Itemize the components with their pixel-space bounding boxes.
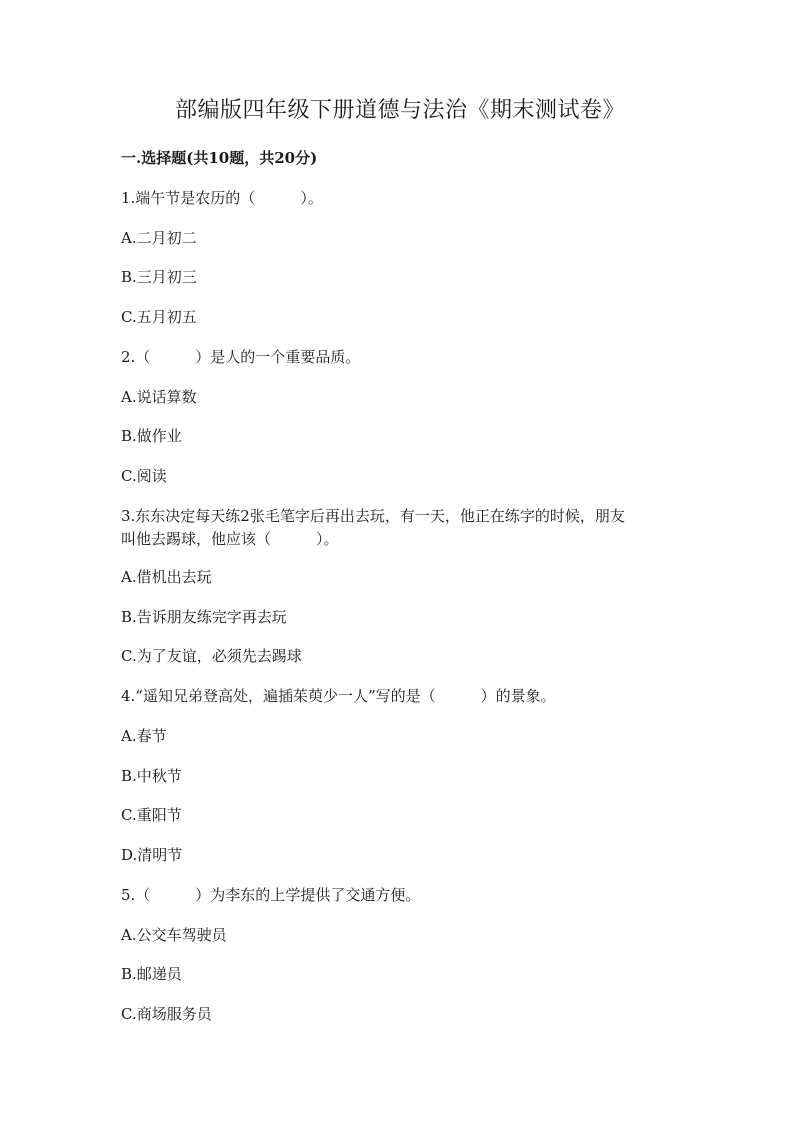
question-2-option-b: B.做作业 [121, 427, 182, 445]
question-3-option-a: A.借机出去玩 [121, 568, 212, 586]
question-5-option-b: B.邮递员 [121, 965, 182, 983]
question-2-option-c: C.阅读 [121, 467, 167, 485]
question-3-option-c: C.为了友谊，必须先去踢球 [121, 647, 302, 665]
question-3-stem-line-1: 3.东东决定每天练2张毛笔字后再出去玩，有一天，他正在练字的时候，朋友 [121, 507, 625, 525]
question-2-stem: 2.（ ）是人的一个重要品质。 [121, 348, 361, 366]
question-5-stem: 5.（ ）为李东的上学提供了交通方便。 [121, 886, 421, 904]
section-heading: 一.选择题(共10题，共20分) [121, 149, 318, 167]
question-3-stem-line-2: 叫他去踢球，他应该（ ）。 [121, 530, 339, 548]
question-4-option-d: D.清明节 [121, 846, 183, 864]
question-1-option-b: B.三月初三 [121, 268, 197, 286]
question-4-stem: 4.“遥知兄弟登高处，遍插茱萸少一人”写的是（ ）的景象。 [121, 687, 556, 705]
question-3-option-b: B.告诉朋友练完字再去玩 [121, 608, 287, 626]
page-title: 部编版四年级下册道德与法治《期末测试卷》 [174, 98, 625, 123]
question-5-option-c: C.商场服务员 [121, 1005, 212, 1023]
question-1-stem: 1.端午节是农历的（ ）。 [121, 189, 323, 207]
question-1-option-c: C.五月初五 [121, 308, 197, 326]
question-4-option-b: B.中秋节 [121, 767, 182, 785]
question-2-option-a: A.说话算数 [121, 388, 197, 406]
question-4-option-c: C.重阳节 [121, 806, 182, 824]
question-4-option-a: A.春节 [121, 727, 167, 745]
question-1-option-a: A.二月初二 [121, 229, 197, 247]
question-5-option-a: A.公交车驾驶员 [121, 926, 227, 944]
